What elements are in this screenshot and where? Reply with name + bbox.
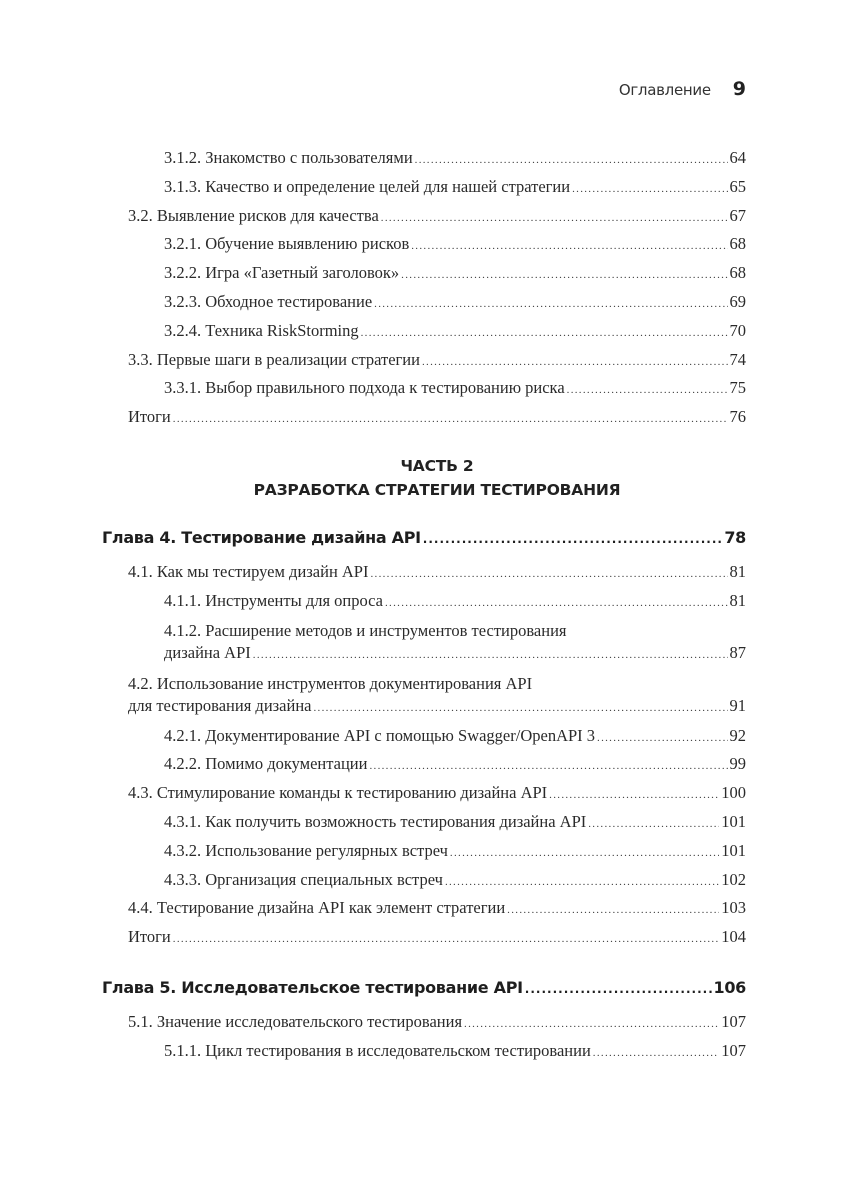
leader-dots bbox=[588, 810, 719, 839]
table-of-contents bbox=[102, 144, 746, 1066]
toc-entry[interactable]: 4.2.1. Документирование API с помощью Swagger/OpenAPI 3 ..... 92 bbox=[128, 722, 746, 751]
leader-dots bbox=[597, 724, 727, 753]
page-number: 9 bbox=[732, 78, 746, 100]
leader-dots bbox=[381, 204, 728, 233]
leader-dots bbox=[385, 589, 728, 618]
toc-entry[interactable]: 3.2.4. Техника RiskStorming ..... 70 bbox=[128, 317, 746, 346]
toc-entry[interactable]: 4.1.1. Инструменты для опроса ..... 81 bbox=[128, 587, 746, 616]
toc-entry[interactable]: 4.1.2. Расширение методов и инструментов тестирования дизайна API ..... 87 bbox=[128, 616, 746, 669]
running-header-title: Оглавление bbox=[618, 81, 711, 99]
part-title: РАЗРАБОТКА СТРАТЕГИИ ТЕСТИРОВАНИЯ bbox=[253, 480, 621, 499]
toc-entry[interactable]: 4.4. Тестирование дизайна API как элемент стратегии ..... 103 bbox=[128, 894, 746, 923]
leader-dots bbox=[401, 261, 727, 290]
part-label: ЧАСТЬ 2 bbox=[400, 456, 474, 475]
toc-entry[interactable]: Итоги ..... 76 bbox=[128, 403, 746, 432]
leader-dots bbox=[173, 405, 728, 434]
leader-dots bbox=[572, 175, 727, 204]
toc-entry[interactable]: 4.2. Использование инструментов документирования API для тестирования дизайна ..... 91 bbox=[128, 669, 746, 722]
toc-entry[interactable]: 4.1. Как мы тестируем дизайн API ..... 81 bbox=[128, 558, 746, 587]
leader-dots bbox=[253, 644, 728, 666]
leader-dots bbox=[411, 232, 727, 261]
toc-entry[interactable]: 3.2.2. Игра «Газетный заголовок» ..... 68 bbox=[128, 259, 746, 288]
chapter-4-heading[interactable]: Глава 4. Тестирование дизайна API ..... 78 bbox=[102, 522, 746, 554]
toc-entry[interactable]: 4.3.1. Как получить возможность тестирования дизайна API ..... 101 bbox=[128, 808, 746, 837]
leader-dots bbox=[361, 319, 728, 348]
toc-entry[interactable]: 3.3.1. Выбор правильного подхода к тестированию риска ..... 75 bbox=[128, 374, 746, 403]
leader-dots bbox=[549, 781, 719, 810]
leader-dots bbox=[415, 146, 728, 175]
leader-dots bbox=[173, 925, 719, 954]
toc-entry[interactable]: 3.3. Первые шаги в реализации стратегии ..... 74 bbox=[128, 346, 746, 375]
toc-entry[interactable]: 3.2. Выявление рисков для качества ..... 67 bbox=[128, 202, 746, 231]
toc-entry[interactable]: 3.1.2. Знакомство с пользователями ..... 64 bbox=[128, 144, 746, 173]
leader-dots bbox=[422, 348, 728, 377]
toc-entry[interactable]: 5.1.1. Цикл тестирования в исследовательском тестировании ..... 107 bbox=[128, 1037, 746, 1066]
toc-entry[interactable]: 3.2.1. Обучение выявлению рисков ..... 68 bbox=[128, 230, 746, 259]
leader-dots bbox=[464, 1010, 719, 1039]
running-header bbox=[619, 78, 746, 100]
leader-dots bbox=[567, 376, 728, 405]
toc-entry[interactable]: 4.3.2. Использование регулярных встреч ..... 101 bbox=[128, 837, 746, 866]
leader-dots bbox=[445, 868, 719, 897]
leader-dots bbox=[423, 523, 723, 555]
chapter-5-heading[interactable]: Глава 5. Исследовательское тестирование API ..... 106 bbox=[102, 972, 746, 1004]
toc-entry[interactable]: 5.1. Значение исследовательского тестирования ..... 107 bbox=[128, 1008, 746, 1037]
toc-entry[interactable]: 3.2.3. Обходное тестирование ..... 69 bbox=[128, 288, 746, 317]
toc-entry[interactable]: 4.3.3. Организация специальных встреч ..... 102 bbox=[128, 866, 746, 895]
toc-entry[interactable]: 3.1.3. Качество и определение целей для нашей стратегии ..... 65 bbox=[128, 173, 746, 202]
leader-dots bbox=[507, 896, 719, 925]
toc-entry[interactable]: Итоги ..... 104 bbox=[128, 923, 746, 952]
leader-dots bbox=[370, 560, 727, 589]
leader-dots bbox=[313, 697, 727, 719]
toc-entry[interactable]: 4.3. Стимулирование команды к тестированию дизайна API ..... 100 bbox=[128, 779, 746, 808]
leader-dots bbox=[374, 290, 727, 319]
leader-dots bbox=[593, 1039, 719, 1068]
leader-dots bbox=[525, 973, 712, 1005]
toc-entry[interactable]: 4.2.2. Помимо документации ..... 99 bbox=[128, 750, 746, 779]
leader-dots bbox=[369, 752, 727, 781]
leader-dots bbox=[450, 839, 719, 868]
